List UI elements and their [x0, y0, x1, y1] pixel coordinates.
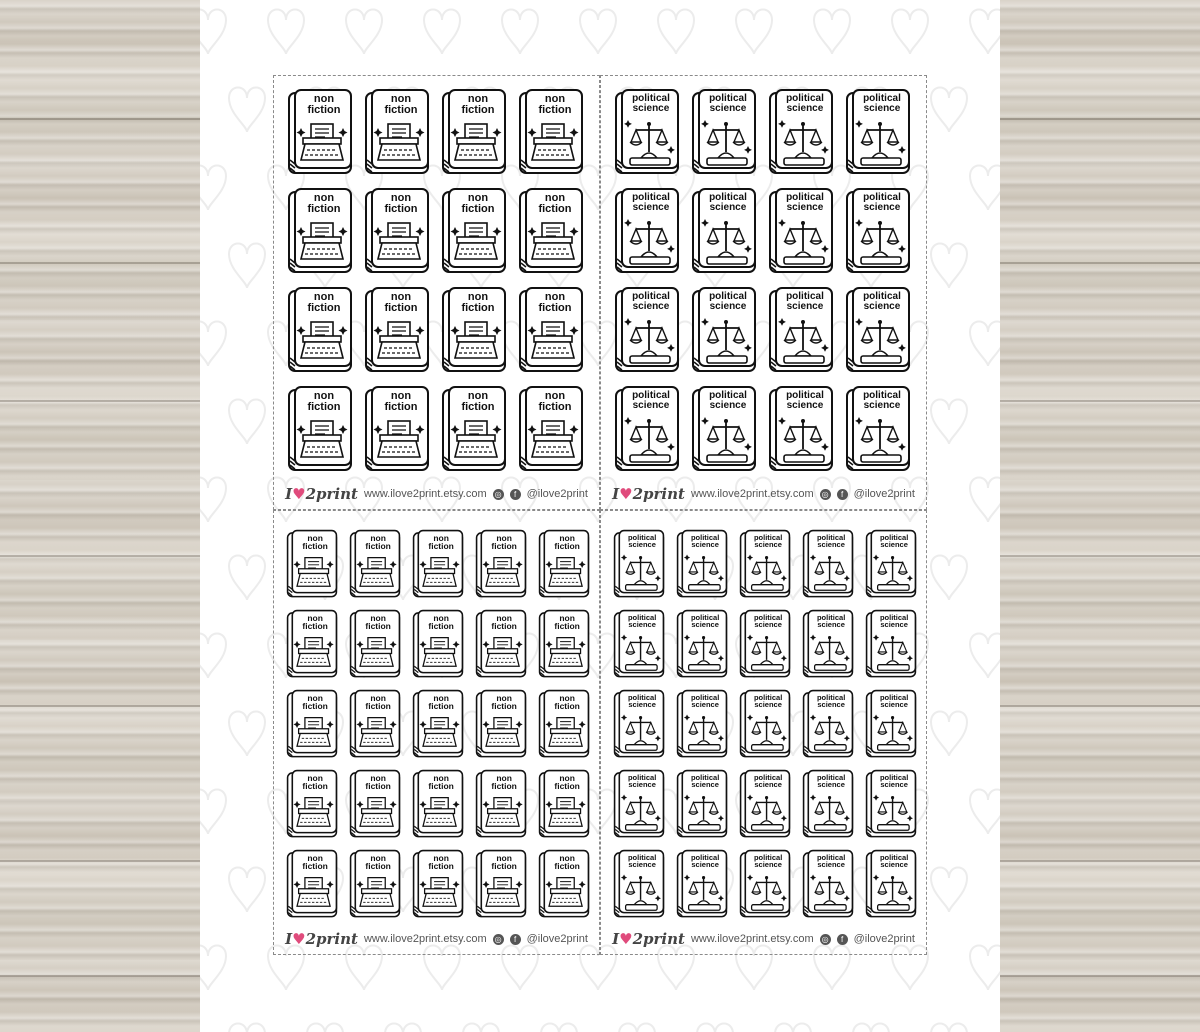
instagram-icon: ◎	[493, 934, 504, 945]
panel-political-science-large	[600, 75, 927, 510]
book-sticker-typewriter	[349, 529, 401, 599]
book-sticker-typewriter	[286, 849, 338, 919]
sticker-label: political science	[879, 532, 909, 550]
sticker-label: political science	[816, 852, 846, 870]
sticker-label: non fiction	[302, 772, 328, 791]
book-sticker-typewriter	[287, 385, 353, 473]
sticker-label: non fiction	[461, 192, 495, 215]
book-sticker-scales	[768, 88, 834, 176]
book-sticker-scales	[739, 529, 791, 599]
book-sticker-scales	[691, 88, 757, 176]
panel-non-fiction-large	[273, 75, 600, 510]
book-sticker-typewriter	[364, 88, 430, 176]
book-sticker-scales	[613, 529, 665, 599]
book-sticker-typewriter	[518, 88, 584, 176]
book-sticker-typewriter	[538, 689, 590, 759]
sticker-label: political science	[786, 93, 824, 114]
sticker-label: non fiction	[428, 692, 454, 711]
book-sticker-typewriter	[475, 849, 527, 919]
book-sticker-scales	[613, 769, 665, 839]
book-sticker-scales	[614, 286, 680, 374]
book-sticker-scales	[768, 385, 834, 473]
book-sticker-scales	[865, 529, 917, 599]
book-sticker-typewriter	[412, 849, 464, 919]
book-sticker-typewriter	[412, 529, 464, 599]
social-handle: @ilove2print	[526, 488, 588, 500]
sticker-label: political science	[753, 772, 783, 790]
book-sticker-scales	[845, 385, 911, 473]
sticker-label: political science	[690, 532, 720, 550]
sticker-label: non fiction	[538, 192, 572, 215]
sticker-label: non fiction	[554, 532, 580, 551]
sticker-label: political science	[786, 291, 824, 312]
sticker-label: political science	[786, 390, 824, 411]
book-sticker-scales	[865, 689, 917, 759]
sticker-label: political science	[632, 192, 670, 213]
book-sticker-typewriter	[538, 609, 590, 679]
instagram-icon: ◎	[820, 489, 831, 500]
sticker-label: political science	[690, 612, 720, 630]
sticker-grid	[286, 529, 590, 919]
sticker-label: political science	[632, 291, 670, 312]
sticker-label: non fiction	[365, 612, 391, 631]
book-sticker-scales	[614, 88, 680, 176]
sticker-label: non fiction	[302, 532, 328, 551]
social-handle: @ilove2print	[853, 933, 915, 945]
book-sticker-typewriter	[349, 689, 401, 759]
sticker-label: political science	[753, 852, 783, 870]
sticker-label: non fiction	[384, 93, 418, 116]
book-sticker-typewriter	[538, 769, 590, 839]
sticker-label: political science	[879, 772, 909, 790]
sticker-label: non fiction	[461, 390, 495, 413]
book-sticker-typewriter	[412, 609, 464, 679]
book-sticker-scales	[739, 769, 791, 839]
sticker-label: non fiction	[491, 532, 517, 551]
sticker-label: non fiction	[554, 772, 580, 791]
sticker-label: political science	[690, 772, 720, 790]
book-sticker-scales	[802, 689, 854, 759]
brand-logo: I♥2print	[612, 930, 685, 948]
book-sticker-scales	[613, 689, 665, 759]
instagram-icon: ◎	[493, 489, 504, 500]
book-sticker-typewriter	[441, 88, 507, 176]
sticker-label: non fiction	[307, 93, 341, 116]
social-handle: @ilove2print	[853, 488, 915, 500]
book-sticker-typewriter	[475, 609, 527, 679]
sticker-label: political science	[753, 612, 783, 630]
sticker-label: non fiction	[461, 93, 495, 116]
social-handle: @ilove2print	[526, 933, 588, 945]
brand-logo: I♥2print	[285, 485, 358, 503]
sticker-grid	[614, 88, 911, 473]
book-sticker-typewriter	[364, 286, 430, 374]
facebook-icon: f	[510, 934, 521, 945]
sticker-label: political science	[753, 532, 783, 550]
sticker-label: non fiction	[491, 852, 517, 871]
book-sticker-typewriter	[286, 689, 338, 759]
book-sticker-typewriter	[286, 609, 338, 679]
instagram-icon: ◎	[820, 934, 831, 945]
book-sticker-typewriter	[349, 609, 401, 679]
book-sticker-scales	[865, 609, 917, 679]
sticker-label: political science	[627, 532, 657, 550]
sticker-label: political science	[709, 93, 747, 114]
book-sticker-typewriter	[518, 187, 584, 275]
sticker-label: political science	[627, 772, 657, 790]
book-sticker-typewriter	[412, 689, 464, 759]
book-sticker-scales	[802, 609, 854, 679]
facebook-icon: f	[510, 489, 521, 500]
sticker-label: non fiction	[384, 291, 418, 314]
book-sticker-scales	[676, 529, 728, 599]
sticker-label: non fiction	[554, 852, 580, 871]
book-sticker-scales	[845, 88, 911, 176]
sticker-label: non fiction	[307, 291, 341, 314]
book-sticker-typewriter	[475, 769, 527, 839]
sticker-label: political science	[690, 852, 720, 870]
sticker-label: political science	[816, 772, 846, 790]
book-sticker-scales	[865, 769, 917, 839]
book-sticker-scales	[739, 609, 791, 679]
sticker-label: political science	[632, 93, 670, 114]
sticker-label: non fiction	[365, 772, 391, 791]
brand-logo: I♥2print	[285, 930, 358, 948]
book-sticker-scales	[768, 286, 834, 374]
book-sticker-scales	[613, 849, 665, 919]
sticker-label: non fiction	[538, 93, 572, 116]
book-sticker-typewriter	[286, 769, 338, 839]
book-sticker-typewriter	[412, 769, 464, 839]
book-sticker-scales	[768, 187, 834, 275]
sticker-label: non fiction	[428, 852, 454, 871]
wood-background-left	[0, 0, 200, 1032]
brand-logo: I♥2print	[612, 485, 685, 503]
book-sticker-scales	[739, 689, 791, 759]
sticker-grid	[287, 88, 584, 473]
sticker-sheet	[200, 0, 1000, 1032]
sticker-label: non fiction	[554, 612, 580, 631]
sticker-label: political science	[627, 692, 657, 710]
book-sticker-typewriter	[287, 187, 353, 275]
sticker-label: non fiction	[491, 772, 517, 791]
book-sticker-typewriter	[475, 689, 527, 759]
book-sticker-scales	[802, 529, 854, 599]
book-sticker-scales	[845, 187, 911, 275]
sticker-label: non fiction	[307, 192, 341, 215]
sticker-label: non fiction	[461, 291, 495, 314]
sticker-label: political science	[816, 692, 846, 710]
sticker-label: political science	[863, 390, 901, 411]
sticker-label: non fiction	[307, 390, 341, 413]
footer	[274, 484, 599, 504]
book-sticker-scales	[802, 849, 854, 919]
sticker-label: non fiction	[302, 852, 328, 871]
book-sticker-typewriter	[364, 385, 430, 473]
sticker-label: non fiction	[384, 390, 418, 413]
sticker-label: political science	[753, 692, 783, 710]
book-sticker-typewriter	[286, 529, 338, 599]
book-sticker-typewriter	[538, 849, 590, 919]
sticker-label: political science	[690, 692, 720, 710]
sticker-label: non fiction	[384, 192, 418, 215]
sticker-label: non fiction	[554, 692, 580, 711]
facebook-icon: f	[837, 934, 848, 945]
book-sticker-scales	[865, 849, 917, 919]
wood-background-right	[1000, 0, 1200, 1032]
panel-non-fiction-small	[273, 510, 600, 955]
book-sticker-typewriter	[364, 187, 430, 275]
sticker-label: non fiction	[365, 692, 391, 711]
shop-url: www.ilove2print.etsy.com	[690, 488, 814, 500]
book-sticker-typewriter	[518, 286, 584, 374]
sticker-label: political science	[786, 192, 824, 213]
sticker-label: non fiction	[491, 692, 517, 711]
book-sticker-scales	[845, 286, 911, 374]
facebook-icon: f	[837, 489, 848, 500]
footer	[274, 929, 599, 949]
panel-political-science-small	[600, 510, 927, 955]
book-sticker-typewriter	[475, 529, 527, 599]
sticker-label: non fiction	[302, 612, 328, 631]
book-sticker-typewriter	[287, 88, 353, 176]
sticker-label: non fiction	[365, 852, 391, 871]
book-sticker-typewriter	[441, 187, 507, 275]
book-sticker-typewriter	[349, 769, 401, 839]
sticker-label: non fiction	[428, 532, 454, 551]
book-sticker-typewriter	[441, 385, 507, 473]
sticker-grid	[613, 529, 917, 919]
sticker-label: political science	[627, 852, 657, 870]
sticker-label: political science	[863, 192, 901, 213]
sticker-label: political science	[816, 612, 846, 630]
footer	[601, 929, 926, 949]
book-sticker-typewriter	[441, 286, 507, 374]
sticker-label: political science	[879, 692, 909, 710]
sticker-label: non fiction	[365, 532, 391, 551]
sticker-label: non fiction	[428, 772, 454, 791]
sticker-label: political science	[816, 532, 846, 550]
book-sticker-scales	[691, 385, 757, 473]
shop-url: www.ilove2print.etsy.com	[690, 933, 814, 945]
shop-url: www.ilove2print.etsy.com	[363, 488, 487, 500]
sticker-label: political science	[709, 390, 747, 411]
sticker-label: non fiction	[302, 692, 328, 711]
book-sticker-scales	[676, 689, 728, 759]
book-sticker-scales	[676, 849, 728, 919]
footer	[601, 484, 926, 504]
book-sticker-scales	[802, 769, 854, 839]
book-sticker-scales	[613, 609, 665, 679]
sticker-label: political science	[863, 291, 901, 312]
book-sticker-scales	[676, 609, 728, 679]
book-sticker-scales	[614, 187, 680, 275]
sticker-label: political science	[879, 612, 909, 630]
book-sticker-scales	[691, 286, 757, 374]
book-sticker-scales	[691, 187, 757, 275]
sticker-label: political science	[627, 612, 657, 630]
sticker-label: political science	[709, 192, 747, 213]
sticker-label: political science	[879, 852, 909, 870]
book-sticker-typewriter	[538, 529, 590, 599]
sticker-label: political science	[632, 390, 670, 411]
book-sticker-scales	[739, 849, 791, 919]
book-sticker-typewriter	[287, 286, 353, 374]
book-sticker-typewriter	[349, 849, 401, 919]
book-sticker-typewriter	[518, 385, 584, 473]
sticker-label: non fiction	[538, 390, 572, 413]
sticker-label: political science	[863, 93, 901, 114]
sticker-label: political science	[709, 291, 747, 312]
book-sticker-scales	[676, 769, 728, 839]
sticker-label: non fiction	[491, 612, 517, 631]
book-sticker-scales	[614, 385, 680, 473]
shop-url: www.ilove2print.etsy.com	[363, 933, 487, 945]
sticker-label: non fiction	[428, 612, 454, 631]
sticker-label: non fiction	[538, 291, 572, 314]
